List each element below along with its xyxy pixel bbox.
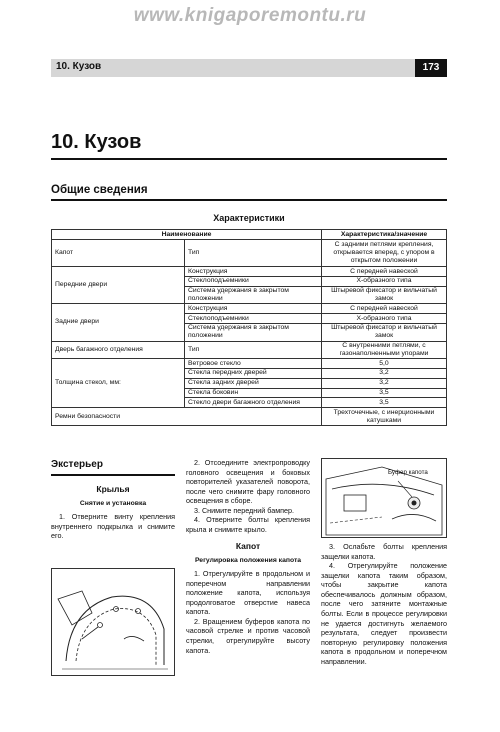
hood-buffer-figure xyxy=(321,458,447,538)
table-head-name: Наименование xyxy=(52,230,322,240)
table-cell: С передней навеской xyxy=(322,267,447,277)
table-head-value: Характеристика/значение xyxy=(322,230,447,240)
table-cell: С передней навеской xyxy=(322,304,447,314)
subsection-heading: Крылья xyxy=(96,483,130,494)
table-cell: Стеклоподъемники xyxy=(185,276,322,286)
table-row xyxy=(52,408,447,426)
paragraph: 3. Ослабьте болты крепления защелки капота. xyxy=(321,542,447,561)
block-rule xyxy=(51,474,175,476)
procedure-heading: Снятие и установка xyxy=(79,500,147,508)
paragraph: 4. Отрегулируйте положение защелки капота таким образом, чтобы закрытие капота обеспечивалось должным образом, после чего затяните монтажные болты. Если в процессе регулировки не удается достигнуть желаемого результата, следует произвести повторную регулировку положения капота в продольном и поперечном направлении. xyxy=(321,561,447,666)
table-cell: Система удержания в закрытом положении xyxy=(185,286,322,304)
running-header-title: 10. Кузов xyxy=(56,61,102,72)
table-cell: Конструкция xyxy=(185,267,322,277)
table-cell: Толщина стекол, мм: xyxy=(52,359,185,408)
text-column-2 xyxy=(186,458,310,655)
chapter-rule xyxy=(51,158,447,160)
running-header xyxy=(51,59,447,77)
table-row xyxy=(52,304,447,314)
table-cell: 3,5 xyxy=(322,398,447,408)
watermark: www.knigaporemontu.ru xyxy=(133,5,367,26)
hood-buffer-drawing xyxy=(322,459,448,539)
table-caption: Характеристики xyxy=(213,213,285,223)
table-cell: Задние двери xyxy=(52,304,185,341)
table-cell: Дверь багажного отделения xyxy=(52,341,185,359)
table-cell: Стекло двери багажного отделения xyxy=(185,398,322,408)
table-row xyxy=(52,267,447,277)
figure-label: Буфер капота xyxy=(388,469,428,476)
table-row xyxy=(52,341,447,359)
table-cell: Ремни безопасности xyxy=(52,408,322,426)
chapter-title: 10. Кузов xyxy=(51,131,142,153)
table-cell: Капот xyxy=(52,240,185,267)
subsection-heading: Капот xyxy=(235,540,261,551)
section-rule xyxy=(51,199,447,201)
table-cell: 5,0 xyxy=(322,359,447,369)
table-cell: 3,2 xyxy=(322,368,447,378)
table-cell: Конструкция xyxy=(185,304,322,314)
fender-drawing xyxy=(52,569,176,677)
paragraph: 1. Отрегулируйте в продольном и поперечном направлении положение капота, используя продолговатое отверстие навеса капота. xyxy=(186,568,310,617)
table-cell: 3,5 xyxy=(322,388,447,398)
paragraph: 3. Снимите передний бампер. xyxy=(194,505,295,515)
page-number: 173 xyxy=(415,59,447,77)
table-row xyxy=(52,359,447,369)
table-cell: Трехточечные, с инерционными катушками xyxy=(322,408,447,426)
table-cell: С задними петлями крепления, открывается вперед, с упором в открытом положении xyxy=(322,240,447,267)
paragraph: 4. Отверните болты крепления крыла и снимите крыло. xyxy=(186,515,310,535)
table-cell: Стекла боковин xyxy=(185,388,322,398)
table-header-row xyxy=(52,230,447,240)
table-cell: Тип xyxy=(185,240,322,267)
table-cell: Штыревой фиксатор и вильчатый замок xyxy=(322,286,447,304)
table-row xyxy=(52,240,447,267)
paragraph: 2. Отсоедините электропроводку головного освещения и боковых повторителей указателей поворота, после чего снимите фару головного освещения в сборе. xyxy=(186,458,310,506)
table-cell: С внутренними петлями, с газонаполненными упорами xyxy=(322,341,447,359)
paragraph: 2. Вращением буферов капота по часовой стрелке и против часовой стрелки, отрегулируйте высоту капота. xyxy=(186,616,310,655)
table-cell: 3,2 xyxy=(322,378,447,388)
table-cell: Стекла задних дверей xyxy=(185,378,322,388)
text-column-1 xyxy=(51,458,175,541)
table-cell: Стеклоподъемники xyxy=(185,314,322,324)
table-cell: Передние двери xyxy=(52,267,185,304)
procedure-heading: Регулировка положения капота xyxy=(194,556,302,564)
block-heading: Экстерьер xyxy=(51,459,103,470)
table-cell: Х-образного типа xyxy=(322,276,447,286)
text-column-3 xyxy=(321,542,447,667)
table-cell: Х-образного типа xyxy=(322,314,447,324)
table-cell: Система удержания в закрытом положении xyxy=(185,323,322,341)
fender-figure xyxy=(51,568,175,676)
table-cell: Ветровое стекло xyxy=(185,359,322,369)
table-cell: Стекла передних дверей xyxy=(185,368,322,378)
paragraph: 1. Отверните винту крепления внутреннего подкрылка и снимите его. xyxy=(51,512,175,541)
table-cell: Тип xyxy=(185,341,322,359)
section-heading: Общие сведения xyxy=(51,184,148,196)
table-cell: Штыревой фиксатор и вильчатый замок xyxy=(322,323,447,341)
spec-table xyxy=(51,229,447,426)
